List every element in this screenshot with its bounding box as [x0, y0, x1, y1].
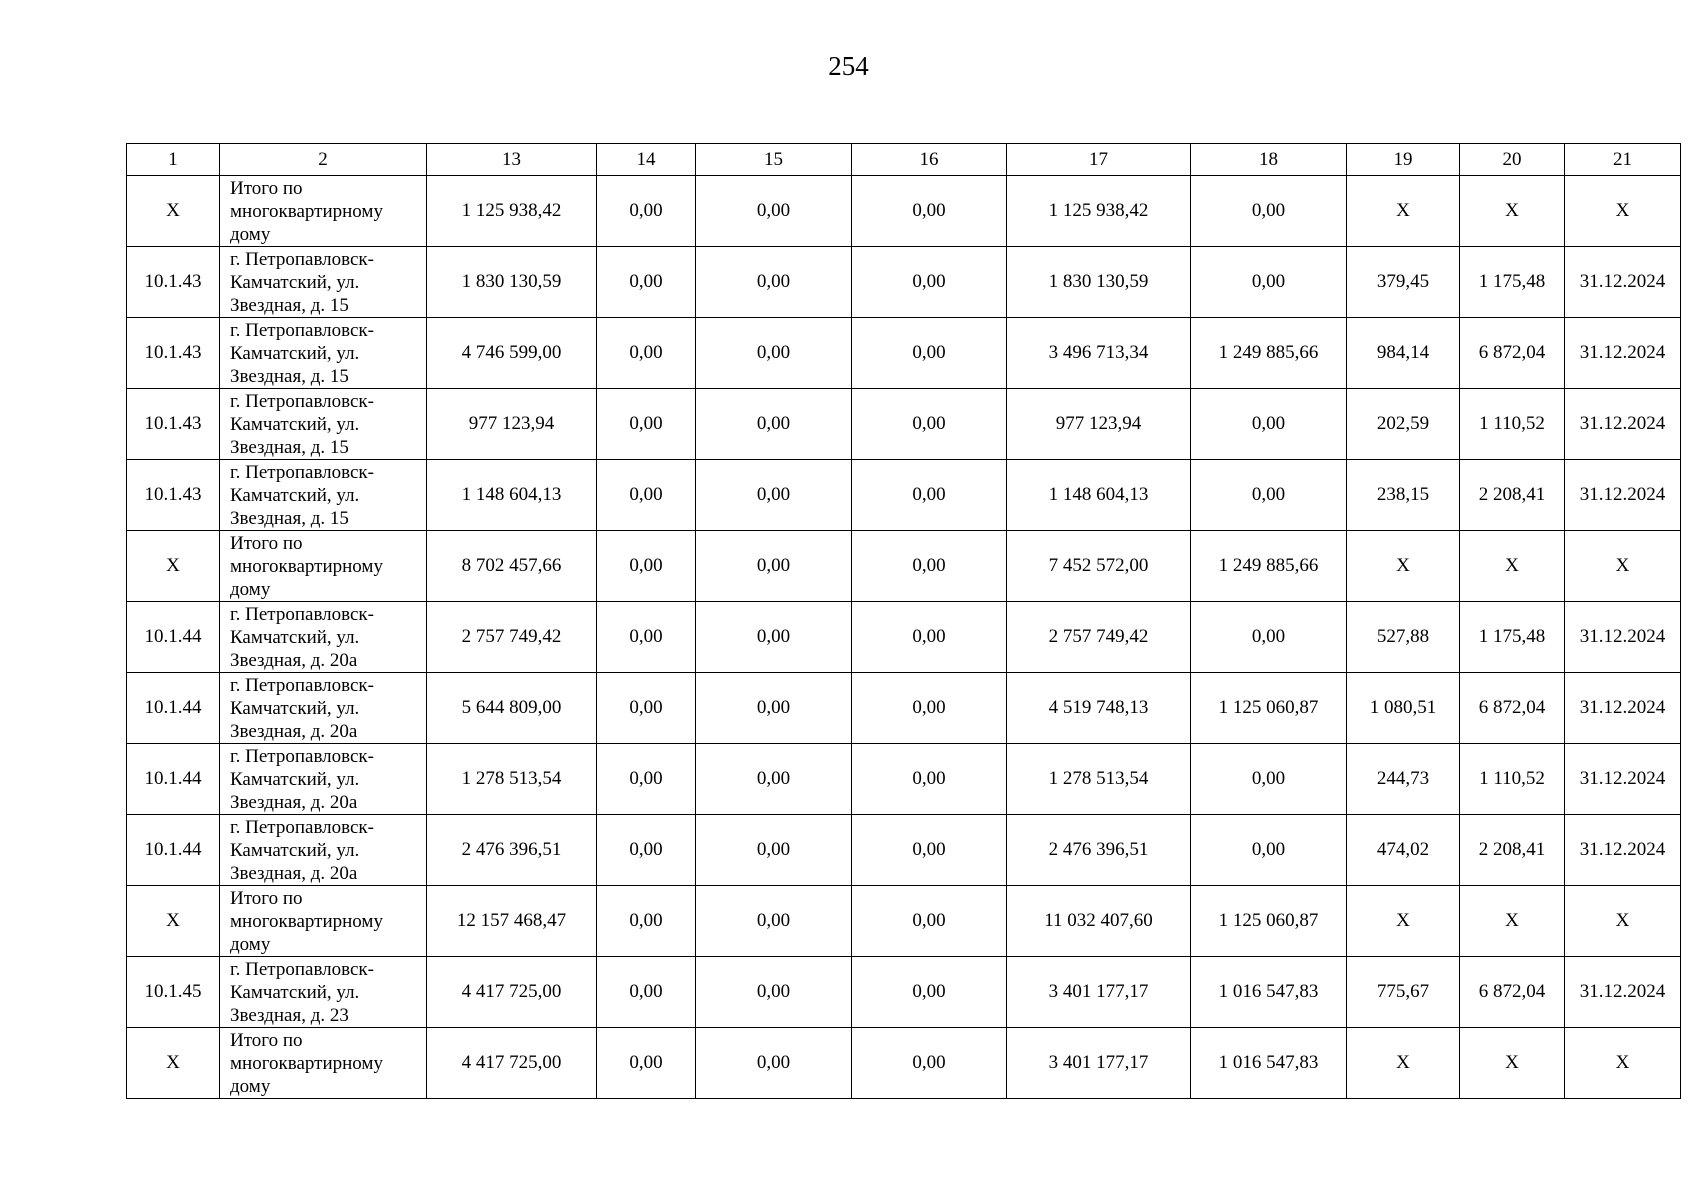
value-cell: 0,00: [597, 1028, 696, 1099]
value-cell: 0,00: [696, 247, 852, 318]
address-line: Камчатский, ул.: [230, 768, 360, 790]
value-cell: 2 208,41: [1460, 460, 1565, 531]
table-body: [127, 176, 1681, 1099]
column-header: 15: [696, 144, 852, 176]
table-row: [127, 176, 1681, 247]
address-line: многоквартирному: [230, 555, 383, 577]
value-cell: 1 080,51: [1347, 673, 1460, 744]
address-cell: [220, 531, 427, 602]
value-cell: 1 175,48: [1460, 247, 1565, 318]
value-cell: 0,00: [852, 886, 1007, 957]
value-cell: 4 746 599,00: [427, 318, 597, 389]
value-cell: 6 872,04: [1460, 318, 1565, 389]
value-cell: 6 872,04: [1460, 957, 1565, 1028]
value-cell: X: [1565, 531, 1681, 602]
value-cell: 31.12.2024: [1565, 744, 1681, 815]
value-cell: 1 278 513,54: [427, 744, 597, 815]
column-header: 14: [597, 144, 696, 176]
value-cell: X: [1347, 531, 1460, 602]
value-cell: X: [1347, 886, 1460, 957]
value-cell: 0,00: [852, 957, 1007, 1028]
value-cell: 0,00: [597, 389, 696, 460]
page-number: 254: [828, 51, 869, 81]
value-cell: 0,00: [696, 957, 852, 1028]
value-cell: 0,00: [696, 815, 852, 886]
value-cell: 0,00: [1191, 247, 1347, 318]
value-cell: X: [1565, 886, 1681, 957]
value-cell: 0,00: [852, 247, 1007, 318]
address-line: Звездная, д. 20а: [230, 720, 358, 742]
value-cell: X: [1565, 1028, 1681, 1099]
value-cell: 0,00: [597, 602, 696, 673]
value-cell: 977 123,94: [427, 389, 597, 460]
value-cell: 0,00: [696, 602, 852, 673]
address-cell: [220, 1028, 427, 1099]
table-row: [127, 744, 1681, 815]
row-number-cell: 10.1.44: [127, 815, 220, 886]
address-line: Итого по: [230, 177, 303, 199]
value-cell: 0,00: [597, 815, 696, 886]
value-cell: 0,00: [852, 744, 1007, 815]
address-line: Звездная, д. 15: [230, 436, 349, 458]
value-cell: 474,02: [1347, 815, 1460, 886]
row-number-cell: X: [127, 1028, 220, 1099]
value-cell: 2 757 749,42: [1007, 602, 1191, 673]
value-cell: 0,00: [696, 673, 852, 744]
column-header: 17: [1007, 144, 1191, 176]
address-line: г. Петропавловск-: [230, 745, 374, 767]
value-cell: 0,00: [1191, 460, 1347, 531]
address-cell: [220, 389, 427, 460]
address-line: Звездная, д. 20а: [230, 791, 358, 813]
value-cell: 2 476 396,51: [427, 815, 597, 886]
value-cell: 0,00: [696, 886, 852, 957]
value-cell: 31.12.2024: [1565, 602, 1681, 673]
table-header: [127, 144, 1681, 176]
table-row: [127, 1028, 1681, 1099]
address-line: Итого по: [230, 887, 303, 909]
value-cell: 1 110,52: [1460, 744, 1565, 815]
value-cell: 1 110,52: [1460, 389, 1565, 460]
address-line: Итого по: [230, 532, 303, 554]
row-number-cell: 10.1.43: [127, 318, 220, 389]
value-cell: 0,00: [696, 318, 852, 389]
value-cell: 0,00: [852, 389, 1007, 460]
column-header: 19: [1347, 144, 1460, 176]
address-line: дому: [230, 1075, 271, 1097]
value-cell: 8 702 457,66: [427, 531, 597, 602]
value-cell: 0,00: [852, 176, 1007, 247]
address-line: дому: [230, 223, 271, 245]
header-row: [127, 144, 1681, 176]
value-cell: 379,45: [1347, 247, 1460, 318]
address-cell: [220, 460, 427, 531]
data-table: [126, 143, 1681, 1099]
value-cell: 0,00: [852, 673, 1007, 744]
address-line: Звездная, д. 15: [230, 365, 349, 387]
value-cell: 0,00: [597, 176, 696, 247]
row-number-cell: X: [127, 176, 220, 247]
value-cell: 0,00: [597, 886, 696, 957]
table-row: [127, 673, 1681, 744]
value-cell: 0,00: [597, 673, 696, 744]
value-cell: 31.12.2024: [1565, 460, 1681, 531]
value-cell: 31.12.2024: [1565, 389, 1681, 460]
value-cell: 1 148 604,13: [427, 460, 597, 531]
value-cell: 0,00: [852, 815, 1007, 886]
address-line: Камчатский, ул.: [230, 981, 360, 1003]
address-line: г. Петропавловск-: [230, 816, 374, 838]
value-cell: 31.12.2024: [1565, 673, 1681, 744]
row-number-cell: 10.1.44: [127, 602, 220, 673]
value-cell: X: [1565, 176, 1681, 247]
value-cell: 31.12.2024: [1565, 247, 1681, 318]
value-cell: 2 476 396,51: [1007, 815, 1191, 886]
column-header: 18: [1191, 144, 1347, 176]
address-line: г. Петропавловск-: [230, 319, 374, 341]
value-cell: 4 417 725,00: [427, 1028, 597, 1099]
value-cell: 0,00: [852, 602, 1007, 673]
value-cell: 2 757 749,42: [427, 602, 597, 673]
address-line: г. Петропавловск-: [230, 674, 374, 696]
address-line: Звездная, д. 15: [230, 507, 349, 529]
row-number-cell: 10.1.44: [127, 673, 220, 744]
value-cell: 0,00: [852, 1028, 1007, 1099]
address-line: Камчатский, ул.: [230, 839, 360, 861]
row-number-cell: 10.1.44: [127, 744, 220, 815]
value-cell: 984,14: [1347, 318, 1460, 389]
value-cell: 0,00: [597, 531, 696, 602]
value-cell: 1 278 513,54: [1007, 744, 1191, 815]
value-cell: 1 016 547,83: [1191, 1028, 1347, 1099]
address-line: Камчатский, ул.: [230, 697, 360, 719]
column-header: 20: [1460, 144, 1565, 176]
value-cell: 31.12.2024: [1565, 815, 1681, 886]
address-line: многоквартирному: [230, 910, 383, 932]
address-line: Звездная, д. 15: [230, 294, 349, 316]
table-row: [127, 602, 1681, 673]
value-cell: 3 496 713,34: [1007, 318, 1191, 389]
value-cell: 4 417 725,00: [427, 957, 597, 1028]
value-cell: 12 157 468,47: [427, 886, 597, 957]
address-cell: [220, 957, 427, 1028]
value-cell: 0,00: [1191, 389, 1347, 460]
address-line: г. Петропавловск-: [230, 958, 374, 980]
column-header: 2: [220, 144, 427, 176]
value-cell: 31.12.2024: [1565, 957, 1681, 1028]
value-cell: 11 032 407,60: [1007, 886, 1191, 957]
value-cell: 0,00: [597, 744, 696, 815]
row-number-cell: X: [127, 886, 220, 957]
value-cell: 0,00: [597, 460, 696, 531]
address-line: многоквартирному: [230, 200, 383, 222]
column-header: 1: [127, 144, 220, 176]
value-cell: 1 125 060,87: [1191, 673, 1347, 744]
column-header: 16: [852, 144, 1007, 176]
address-line: дому: [230, 578, 271, 600]
value-cell: 1 125 938,42: [427, 176, 597, 247]
value-cell: X: [1347, 1028, 1460, 1099]
value-cell: 0,00: [852, 531, 1007, 602]
value-cell: 977 123,94: [1007, 389, 1191, 460]
table-row: [127, 815, 1681, 886]
address-line: г. Петропавловск-: [230, 461, 374, 483]
value-cell: 0,00: [852, 318, 1007, 389]
address-line: Камчатский, ул.: [230, 484, 360, 506]
value-cell: 0,00: [1191, 815, 1347, 886]
address-cell: [220, 815, 427, 886]
value-cell: 0,00: [696, 744, 852, 815]
value-cell: 0,00: [597, 957, 696, 1028]
address-line: Итого по: [230, 1029, 303, 1051]
value-cell: 238,15: [1347, 460, 1460, 531]
value-cell: X: [1347, 176, 1460, 247]
address-line: Звездная, д. 20а: [230, 649, 358, 671]
address-line: г. Петропавловск-: [230, 603, 374, 625]
value-cell: 3 401 177,17: [1007, 1028, 1191, 1099]
value-cell: 1 148 604,13: [1007, 460, 1191, 531]
table-row: [127, 957, 1681, 1028]
address-line: г. Петропавловск-: [230, 248, 374, 270]
column-header: 21: [1565, 144, 1681, 176]
value-cell: 0,00: [852, 460, 1007, 531]
value-cell: 5 644 809,00: [427, 673, 597, 744]
value-cell: 0,00: [696, 389, 852, 460]
value-cell: 3 401 177,17: [1007, 957, 1191, 1028]
row-number-cell: 10.1.45: [127, 957, 220, 1028]
value-cell: X: [1460, 176, 1565, 247]
value-cell: 244,73: [1347, 744, 1460, 815]
table-row: [127, 886, 1681, 957]
value-cell: 202,59: [1347, 389, 1460, 460]
address-line: Камчатский, ул.: [230, 342, 360, 364]
address-line: Камчатский, ул.: [230, 271, 360, 293]
value-cell: 1 125 060,87: [1191, 886, 1347, 957]
row-number-cell: 10.1.43: [127, 247, 220, 318]
address-line: Звездная, д. 23: [230, 1004, 349, 1026]
address-cell: [220, 886, 427, 957]
value-cell: 0,00: [696, 176, 852, 247]
value-cell: 0,00: [1191, 176, 1347, 247]
value-cell: 1 830 130,59: [427, 247, 597, 318]
value-cell: 0,00: [696, 531, 852, 602]
value-cell: 1 016 547,83: [1191, 957, 1347, 1028]
value-cell: 0,00: [1191, 602, 1347, 673]
value-cell: X: [1460, 886, 1565, 957]
value-cell: 1 125 938,42: [1007, 176, 1191, 247]
address-line: Камчатский, ул.: [230, 413, 360, 435]
address-cell: [220, 318, 427, 389]
value-cell: 7 452 572,00: [1007, 531, 1191, 602]
value-cell: X: [1460, 1028, 1565, 1099]
address-line: дому: [230, 933, 271, 955]
row-number-cell: X: [127, 531, 220, 602]
value-cell: 775,67: [1347, 957, 1460, 1028]
table-row: [127, 460, 1681, 531]
row-number-cell: 10.1.43: [127, 460, 220, 531]
address-line: многоквартирному: [230, 1052, 383, 1074]
column-header: 13: [427, 144, 597, 176]
value-cell: 0,00: [696, 1028, 852, 1099]
value-cell: 1 249 885,66: [1191, 318, 1347, 389]
table-row: [127, 389, 1681, 460]
table-row: [127, 318, 1681, 389]
table-row: [127, 247, 1681, 318]
address-cell: [220, 602, 427, 673]
value-cell: 31.12.2024: [1565, 318, 1681, 389]
value-cell: 0,00: [597, 247, 696, 318]
value-cell: 2 208,41: [1460, 815, 1565, 886]
address-cell: [220, 176, 427, 247]
address-cell: [220, 744, 427, 815]
value-cell: 1 175,48: [1460, 602, 1565, 673]
address-line: Камчатский, ул.: [230, 626, 360, 648]
row-number-cell: 10.1.43: [127, 389, 220, 460]
value-cell: 4 519 748,13: [1007, 673, 1191, 744]
value-cell: 527,88: [1347, 602, 1460, 673]
table-row: [127, 531, 1681, 602]
value-cell: 6 872,04: [1460, 673, 1565, 744]
value-cell: 0,00: [597, 318, 696, 389]
value-cell: 0,00: [696, 460, 852, 531]
address-line: Звездная, д. 20а: [230, 862, 358, 884]
address-cell: [220, 247, 427, 318]
value-cell: 1 249 885,66: [1191, 531, 1347, 602]
address-cell: [220, 673, 427, 744]
value-cell: 0,00: [1191, 744, 1347, 815]
address-line: г. Петропавловск-: [230, 390, 374, 412]
value-cell: 1 830 130,59: [1007, 247, 1191, 318]
value-cell: X: [1460, 531, 1565, 602]
